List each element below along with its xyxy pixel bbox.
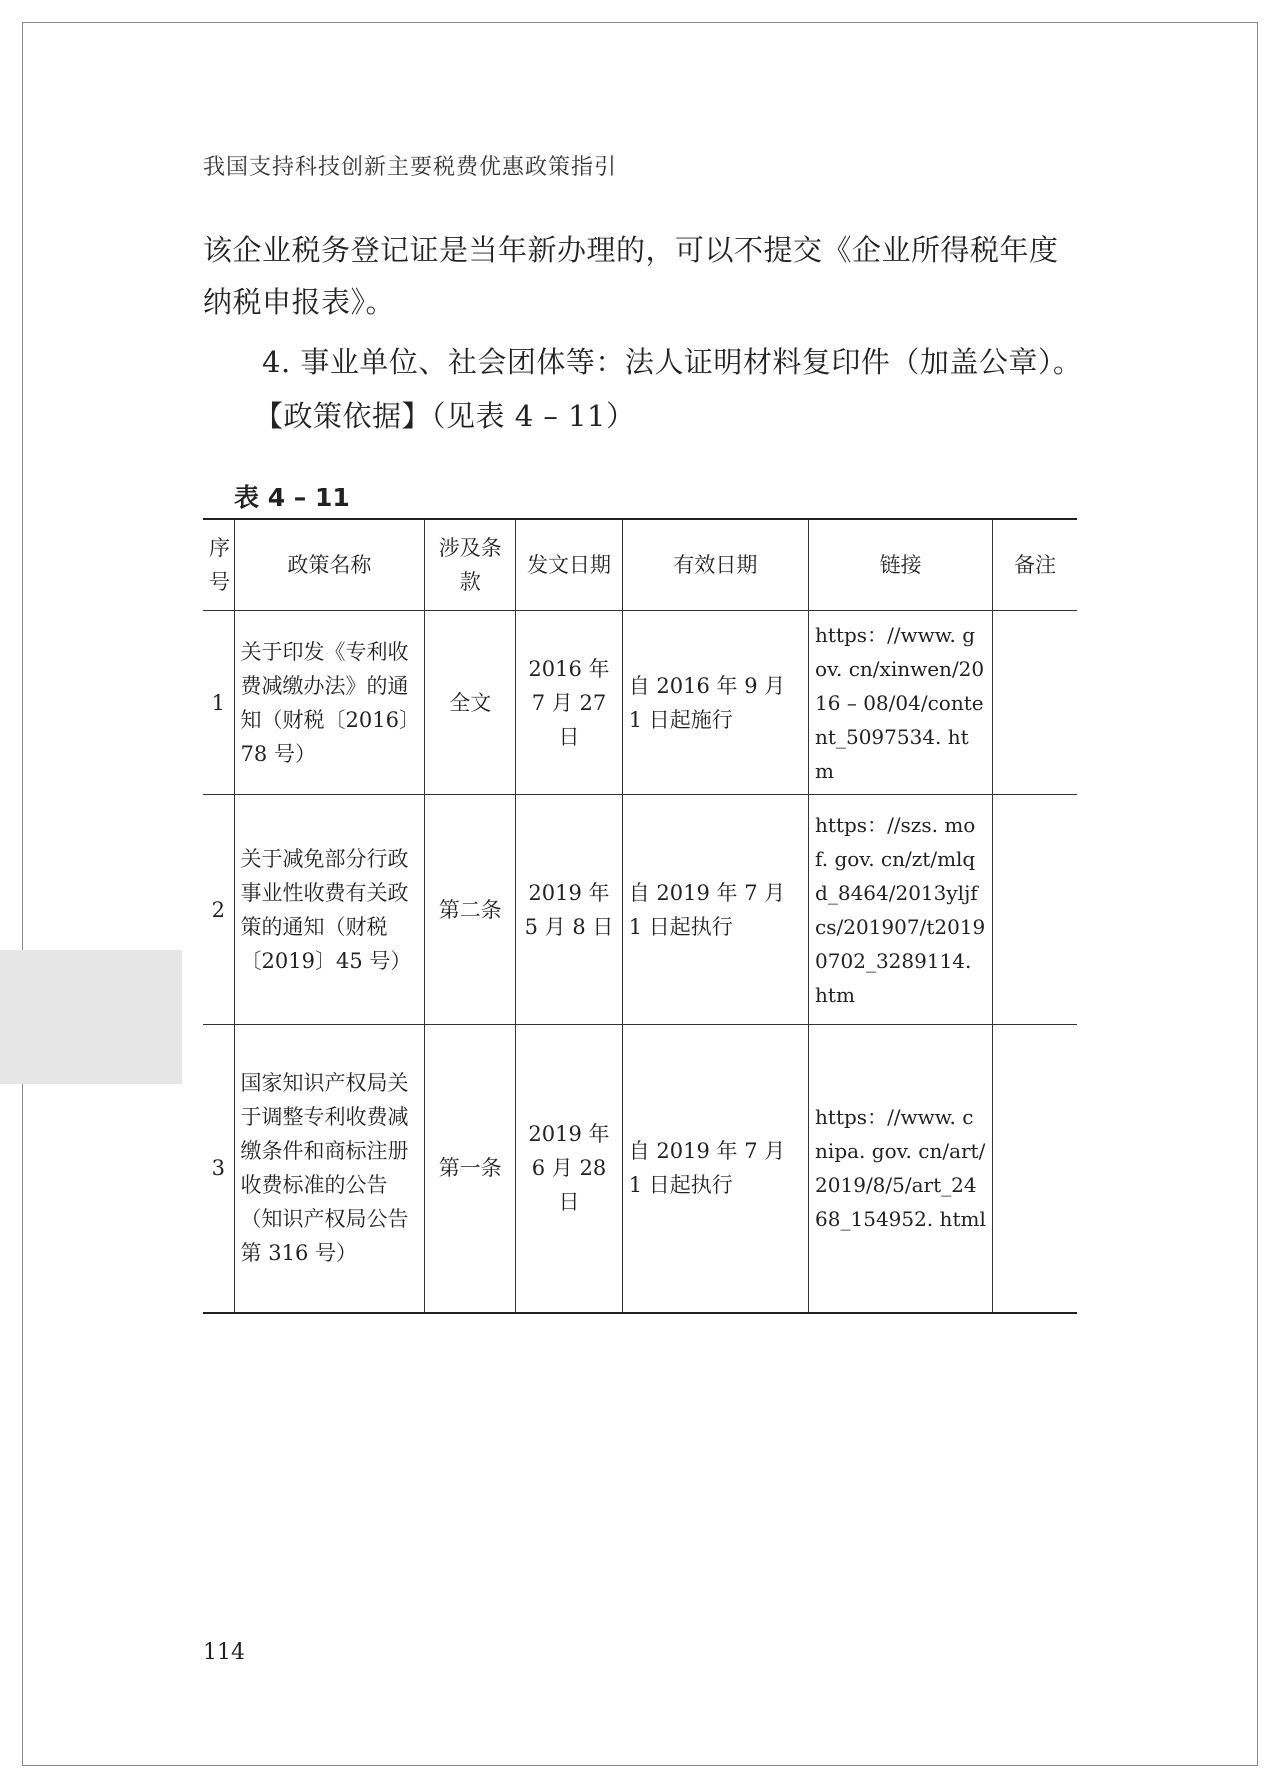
table-caption: 表 4 – 11	[234, 483, 350, 512]
cell-clause: 第一条	[425, 1025, 516, 1313]
table-header-row	[203, 519, 1077, 611]
cell-clause: 第二条	[425, 795, 516, 1025]
cell-note	[993, 1025, 1077, 1313]
cell-date: 2019 年 5 月 8 日	[516, 795, 622, 1025]
cell-effective: 自 2019 年 7 月 1 日起执行	[622, 795, 808, 1025]
table-row	[203, 795, 1077, 1025]
table-row	[203, 611, 1077, 795]
header-clause: 涉及条款	[425, 519, 516, 611]
header-note: 备注	[993, 519, 1077, 611]
header-date: 发文日期	[516, 519, 622, 611]
cell-name: 关于印发《专利收费减缴办法》的通知（财税〔2016〕78 号）	[234, 611, 425, 795]
cell-date: 2019 年 6 月 28 日	[516, 1025, 622, 1313]
paragraph-3: 【政策依据】（见表 4 – 11）	[254, 399, 636, 433]
cell-link: https：//szs. mof. gov. cn/zt/mlqd_8464/2013yljfcs/201907/t20190702_3289114. htm	[809, 795, 993, 1025]
cell-no: 1	[203, 611, 234, 795]
header-effective: 有效日期	[622, 519, 808, 611]
cell-link: https：//www. cnipa. gov. cn/art/2019/8/5/art_2468_154952. html	[809, 1025, 993, 1313]
cell-note	[993, 611, 1077, 795]
cell-note	[993, 795, 1077, 1025]
page-number: 114	[203, 1640, 245, 1665]
cell-name: 关于减免部分行政事业性收费有关政策的通知（财税〔2019〕45 号）	[234, 795, 425, 1025]
cell-clause: 全文	[425, 611, 516, 795]
header-link: 链接	[809, 519, 993, 611]
table-row	[203, 1025, 1077, 1313]
paragraph-1: 该企业税务登记证是当年新办理的，可以不提交《企业所得税年度纳税申报表》。	[203, 233, 1059, 319]
cell-no: 3	[203, 1025, 234, 1313]
cell-effective: 自 2016 年 9 月 1 日起施行	[622, 611, 808, 795]
cell-date: 2016 年 7 月 27 日	[516, 611, 622, 795]
policy-table	[203, 518, 1077, 1314]
cell-name: 国家知识产权局关于调整专利收费减缴条件和商标注册收费标准的公告（知识产权局公告第 316 号）	[234, 1025, 425, 1313]
cell-no: 2	[203, 795, 234, 1025]
side-thumb-tab	[0, 950, 182, 1084]
cell-link: https：//www. gov. cn/xinwen/2016 – 08/04/content_5097534. htm	[809, 611, 993, 795]
paragraph-2: 4. 事业单位、社会团体等：法人证明材料复印件（加盖公章）。	[262, 345, 1083, 379]
running-header: 我国支持科技创新主要税费优惠政策指引	[203, 155, 618, 180]
header-name: 政策名称	[234, 519, 425, 611]
cell-effective: 自 2019 年 7 月 1 日起执行	[622, 1025, 808, 1313]
header-no: 序号	[203, 519, 234, 611]
